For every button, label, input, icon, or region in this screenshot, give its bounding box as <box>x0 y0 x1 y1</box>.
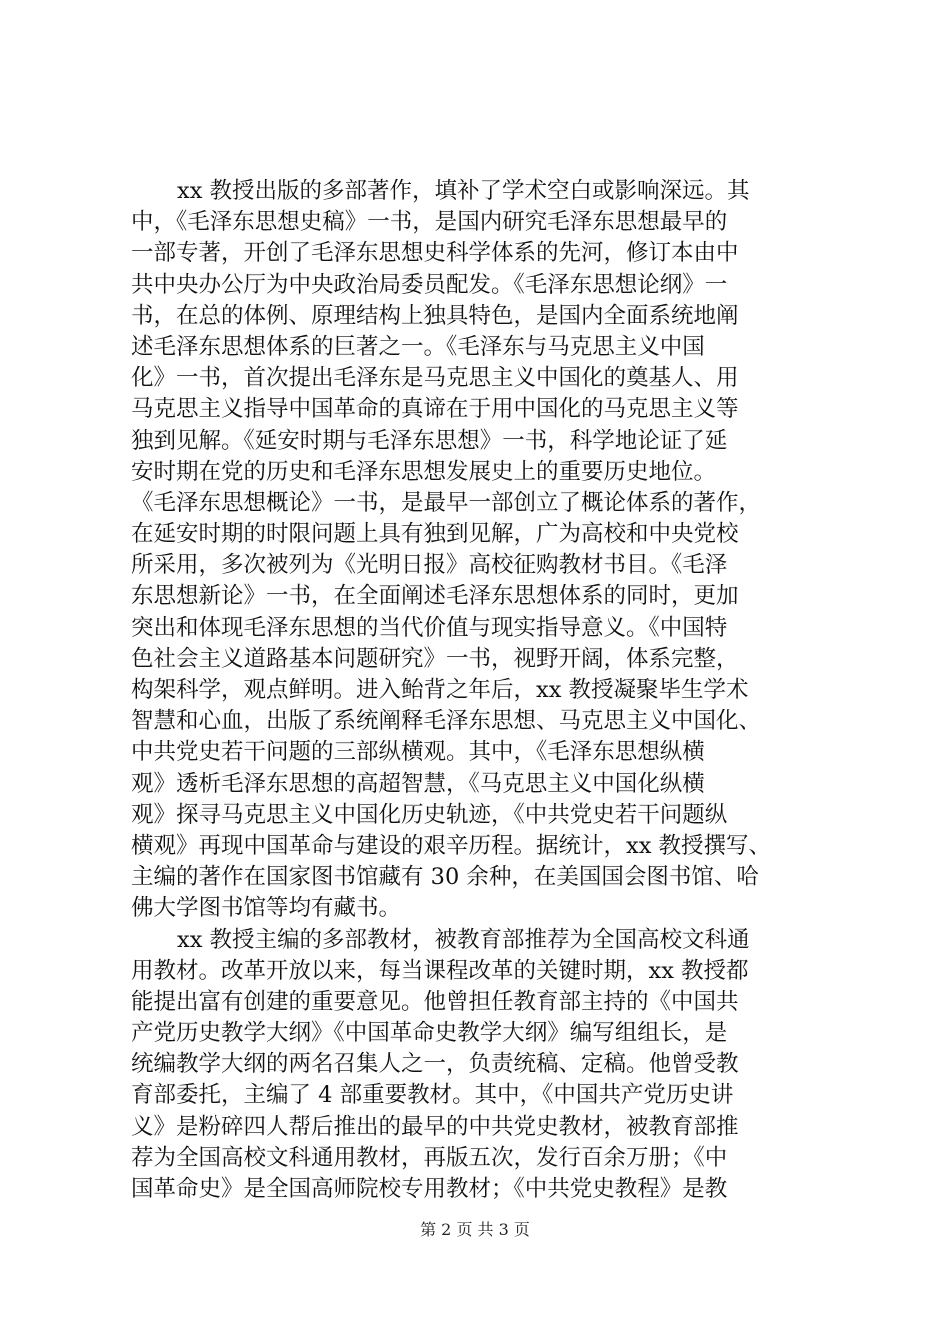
text-line: 横观》再现中国革命与建设的艰辛历程。据统计，xx 教授撰写、 <box>131 832 772 859</box>
text-line: 突出和体现毛泽东思想的当代价值与现实指导意义。《中国特 <box>131 614 728 641</box>
text-line: 用教材。改革开放以来，每当课程改革的关键时期，xx 教授都 <box>131 957 749 984</box>
text-line: 产党历史教学大纲》《中国革命史教学大纲》编写组组长，是 <box>131 1020 728 1047</box>
text-line: 观》透析毛泽东思想的高超智慧，《马克思主义中国化纵横 <box>131 770 705 797</box>
text-line: 中，《毛泽东思想史稿》一书，是国内研究毛泽东思想最早的 <box>131 209 728 236</box>
text-line: 主编的著作在国家图书馆藏有 30 余种，在美国国会图书馆、哈 <box>131 864 759 891</box>
text-line: 中共党史若干问题的三部纵横观。其中，《毛泽东思想纵横 <box>131 739 705 766</box>
text-line: 佛大学图书馆等均有藏书。 <box>131 895 402 922</box>
text-line: 在延安时期的时限问题上具有独到见解，广为高校和中央党校 <box>131 521 739 548</box>
text-line: 述毛泽东思想体系的巨著之一。《毛泽东与马克思主义中国 <box>131 333 705 360</box>
page-number: 第 2 页 共 3 页 <box>420 1220 530 1239</box>
text-line: 书，在总的体例、原理结构上独具特色，是国内全面系统地阐 <box>131 302 739 329</box>
text-line: 育部委托，主编了 4 部重要教材。其中，《中国共产党历史讲 <box>131 1082 734 1109</box>
text-line: 国革命史》是全国高师院校专用教材；《中共党史教程》是教 <box>131 1176 728 1202</box>
text-line: 智慧和心血，出版了系统阐释毛泽东思想、马克思主义中国化、 <box>131 708 762 735</box>
text-line: 安时期在党的历史和毛泽东思想发展史上的重要历史地位。 <box>131 458 717 485</box>
text-line: 共中央办公厅为中央政治局委员配发。《毛泽东思想论纲》一 <box>131 271 728 298</box>
text-line: 义》是粉碎四人帮后推出的最早的中共党史教材，被教育部推 <box>131 1113 739 1140</box>
text-line: 一部专著，开创了毛泽东思想史科学体系的先河，修订本由中 <box>131 240 739 267</box>
document-body <box>131 176 831 1205</box>
text-line: 观》探寻马克思主义中国化历史轨迹，《中共党史若干问题纵 <box>131 801 728 828</box>
text-line: 化》一书，首次提出毛泽东是马克思主义中国化的奠基人、用 <box>131 365 739 392</box>
text-line: 色社会主义道路基本问题研究》一书，视野开阔，体系完整， <box>131 645 739 672</box>
text-line: 统编教学大纲的两名召集人之一，负责统稿、定稿。他曾受教 <box>131 1051 739 1078</box>
text-line: 独到见解。《延安时期与毛泽东思想》一书，科学地论证了延 <box>131 427 728 454</box>
text-line: 构架科学，观点鲜明。进入鲐背之年后，xx 教授凝聚毕生学术 <box>131 677 749 703</box>
text-line: 马克思主义指导中国革命的真谛在于用中国化的马克思主义等 <box>131 396 739 423</box>
text-line: 东思想新论》一书，在全面阐述毛泽东思想体系的同时，更加 <box>131 583 739 610</box>
paragraph <box>131 925 831 1206</box>
text-line: xx 教授主编的多部教材，被教育部推荐为全国高校文科通 <box>177 926 750 953</box>
text-line: 荐为全国高校文科通用教材，再版五次，发行百余万册；《中 <box>131 1144 728 1171</box>
text-line: 所采用，多次被列为《光明日报》高校征购教材书目。《毛泽 <box>131 552 728 579</box>
paragraph <box>131 176 831 925</box>
text-line: xx 教授出版的多部著作，填补了学术空白或影响深远。其 <box>177 178 750 204</box>
text-line: 《毛泽东思想概论》一书，是最早一部创立了概论体系的著作， <box>131 489 762 516</box>
text-line: 能提出富有创建的重要意见。他曾担任教育部主持的《中国共 <box>131 988 739 1015</box>
